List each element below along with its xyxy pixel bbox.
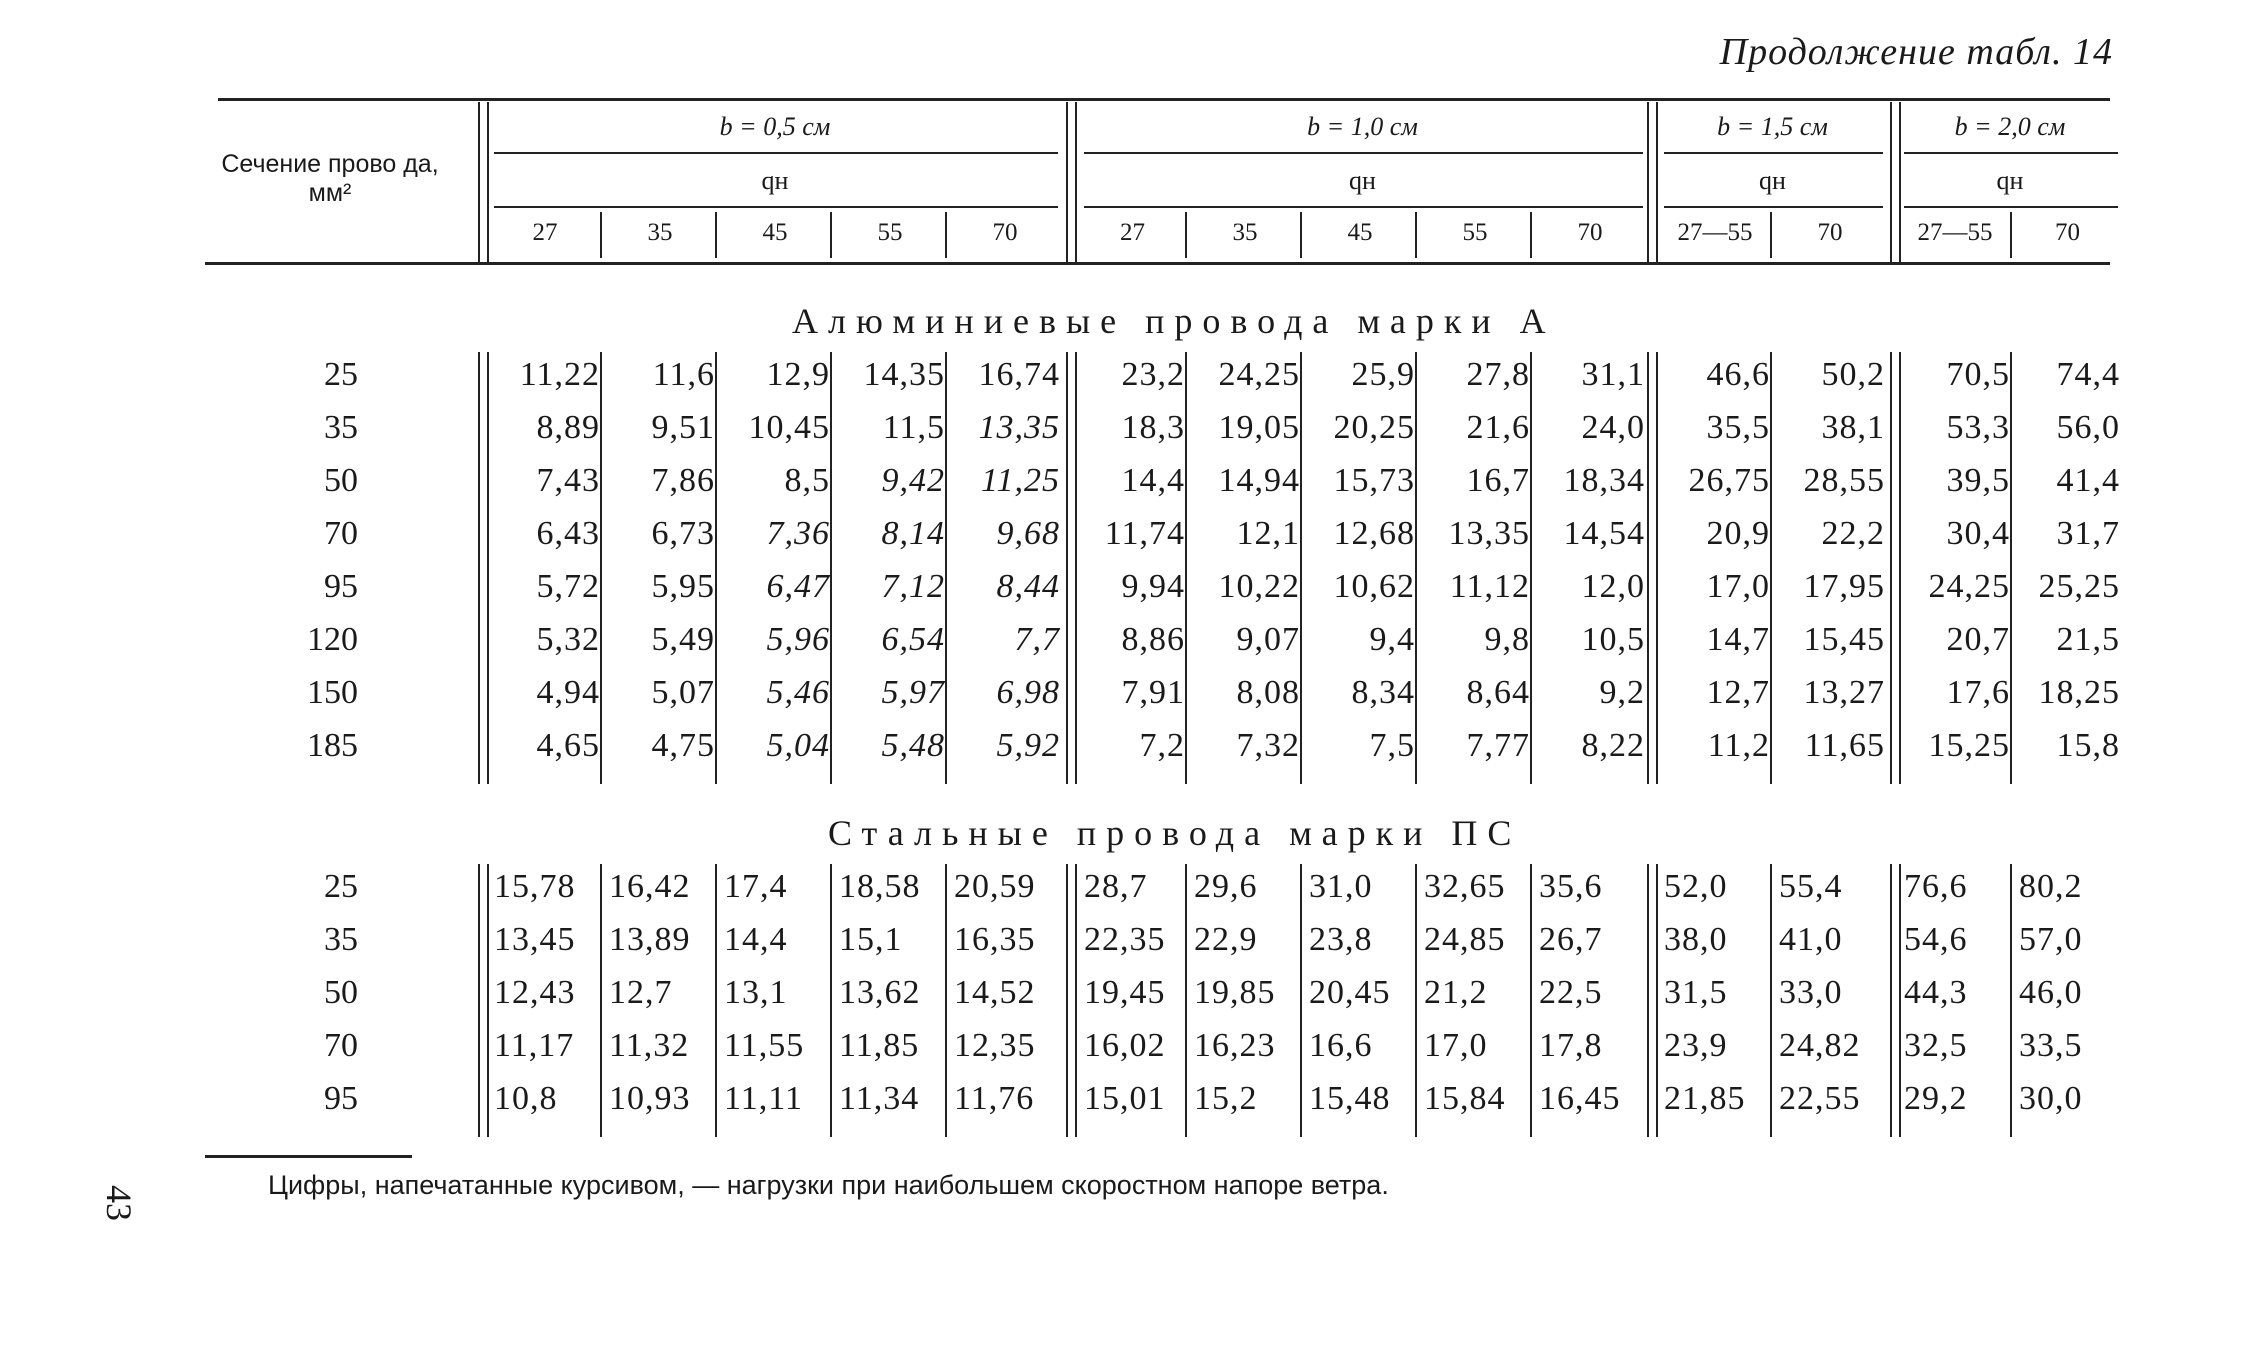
table-cell: 28,7: [1084, 868, 1148, 905]
col-divider: [1415, 212, 1417, 258]
table-cell: 12,7: [1706, 674, 1770, 711]
table-cell: 80,2: [2019, 868, 2083, 905]
q-subheader: qн: [1996, 166, 2024, 195]
table-cell: 14,94: [1218, 462, 1300, 499]
column-header: 70: [1817, 219, 1843, 246]
table-cell: 12,7: [609, 974, 673, 1011]
table-cell: 20,7: [1946, 621, 2010, 658]
col-divider: [1530, 212, 1532, 258]
row-section-label: 70: [324, 515, 358, 552]
table-cell: 35,5: [1706, 409, 1770, 446]
table-cell: 7,12: [881, 568, 945, 605]
table-cell: 8,34: [1351, 674, 1415, 711]
table-cell: 20,9: [1706, 515, 1770, 552]
table-cell: 8,22: [1581, 727, 1645, 764]
table-cell: 24,85: [1424, 921, 1506, 958]
table-cell: 9,51: [651, 409, 715, 446]
col-divider: [715, 352, 717, 784]
table-cell: 15,48: [1309, 1080, 1391, 1117]
table-cell: 24,0: [1581, 409, 1645, 446]
table-cell: 28,55: [1803, 462, 1885, 499]
row-section-label: 35: [324, 409, 358, 446]
col-divider: [2010, 352, 2012, 784]
col-divider: [600, 864, 602, 1137]
col-divider: [945, 864, 947, 1137]
section-title: Стальные провода марки ПС: [828, 813, 1522, 853]
table-cell: 29,6: [1194, 868, 1258, 905]
table-cell: 20,25: [1333, 409, 1415, 446]
col-divider: [715, 212, 717, 258]
table-cell: 30,0: [2019, 1080, 2083, 1117]
qn-rule: [494, 206, 1058, 208]
table-cell: 50,2: [1821, 356, 1885, 393]
table-cell: 19,85: [1194, 974, 1276, 1011]
table-cell: 7,43: [536, 462, 600, 499]
table-cell: 16,7: [1466, 462, 1530, 499]
qn-rule: [1084, 206, 1643, 208]
double-rule: [487, 102, 489, 262]
double-rule: [1075, 864, 1077, 1137]
double-rule: [1656, 864, 1658, 1137]
table-cell: 31,0: [1309, 868, 1373, 905]
table-cell: 14,35: [863, 356, 945, 393]
column-header: 27—55: [1677, 219, 1753, 246]
table-cell: 33,0: [1779, 974, 1843, 1011]
table-cell: 10,8: [494, 1080, 558, 1117]
col-divider: [1185, 352, 1187, 784]
group-label: b = 1,5 см: [1717, 112, 1828, 141]
group-label: b = 1,0 см: [1307, 112, 1418, 141]
table-cell: 21,6: [1466, 409, 1530, 446]
table-cell: 11,34: [839, 1080, 920, 1117]
table-cell: 11,5: [882, 409, 945, 446]
table-cell: 38,1: [1821, 409, 1885, 446]
table-cell: 9,07: [1236, 621, 1300, 658]
col-divider: [1530, 864, 1532, 1137]
column-header: 45: [1347, 219, 1373, 246]
table-cell: 70,5: [1946, 356, 2010, 393]
table-cell: 55,4: [1779, 868, 1843, 905]
row-section-label: 50: [324, 462, 358, 499]
table-cell: 17,4: [724, 868, 788, 905]
table-cell: 9,4: [1369, 621, 1415, 658]
col-divider: [1300, 864, 1302, 1137]
header-bottom-rule: [205, 262, 2110, 265]
table-cell: 12,43: [494, 974, 576, 1011]
table-cell: 33,5: [2019, 1027, 2083, 1064]
table-cell: 56,0: [2056, 409, 2120, 446]
table-cell: 14,4: [1121, 462, 1185, 499]
double-rule: [478, 352, 480, 784]
table-cell: 13,62: [839, 974, 921, 1011]
table-cell: 15,8: [2056, 727, 2120, 764]
table-cell: 23,9: [1664, 1027, 1728, 1064]
col-divider: [1770, 864, 1772, 1137]
table-cell: 21,5: [2056, 621, 2120, 658]
group-rule: [494, 152, 1058, 154]
table-cell: 20,59: [954, 868, 1036, 905]
table-cell: 6,54: [881, 621, 945, 658]
table-cell: 4,94: [536, 674, 600, 711]
table-cell: 7,86: [651, 462, 715, 499]
table-cell: 16,6: [1309, 1027, 1373, 1064]
table-cell: 11,65: [1804, 727, 1885, 764]
table-cell: 22,55: [1779, 1080, 1861, 1117]
column-header: 70: [992, 219, 1018, 246]
col-divider: [600, 212, 602, 258]
table-cell: 24,82: [1779, 1027, 1861, 1064]
column-header: 27: [532, 219, 558, 246]
column-header: 70: [2055, 219, 2080, 246]
double-rule: [1647, 102, 1649, 262]
row-section-label: 185: [307, 727, 358, 764]
table-cell: 24,25: [1928, 568, 2010, 605]
table-cell: 26,7: [1539, 921, 1603, 958]
table-cell: 6,98: [996, 674, 1060, 711]
col-divider: [830, 352, 832, 784]
double-rule: [1066, 864, 1068, 1137]
table-cell: 5,46: [766, 674, 830, 711]
table-cell: 21,2: [1424, 974, 1488, 1011]
col-divider: [1530, 352, 1532, 784]
table-cell: 32,5: [1904, 1027, 1968, 1064]
col-divider: [1185, 864, 1187, 1137]
col-divider: [1415, 864, 1417, 1137]
table-cell: 8,08: [1236, 674, 1300, 711]
table-cell: 8,64: [1466, 674, 1530, 711]
table-cell: 29,2: [1904, 1080, 1968, 1117]
table-cell: 11,32: [609, 1027, 690, 1064]
table-cell: 7,2: [1139, 727, 1185, 764]
table-cell: 7,5: [1369, 727, 1415, 764]
double-rule: [1899, 864, 1901, 1137]
col-divider: [1300, 212, 1302, 258]
double-rule: [1075, 102, 1077, 262]
table-cell: 53,3: [1946, 409, 2010, 446]
table-cell: 15,01: [1084, 1080, 1166, 1117]
table-cell: 4,65: [536, 727, 600, 764]
double-rule: [1066, 102, 1068, 262]
table-cell: 12,35: [954, 1027, 1036, 1064]
table-cell: 11,55: [724, 1027, 805, 1064]
column-header: 35: [1232, 219, 1258, 246]
table-cell: 13,35: [1448, 515, 1530, 552]
table-cell: 16,45: [1539, 1080, 1621, 1117]
table-cell: 13,35: [978, 409, 1060, 446]
table-cell: 6,73: [651, 515, 715, 552]
table-cell: 41,0: [1779, 921, 1843, 958]
table-cell: 5,97: [881, 674, 945, 711]
table-cell: 25,9: [1351, 356, 1415, 393]
table-cell: 7,7: [1014, 621, 1060, 658]
table-cell: 12,9: [766, 356, 830, 393]
table-cell: 19,05: [1218, 409, 1300, 446]
double-rule: [1890, 102, 1892, 262]
q-subheader: qн: [761, 166, 789, 195]
group-rule: [1664, 152, 1883, 154]
table-cell: 6,47: [766, 568, 830, 605]
row-section-label: 120: [307, 621, 358, 658]
table-cell: 76,6: [1904, 868, 1968, 905]
table-cell: 30,4: [1946, 515, 2010, 552]
table-cell: 9,68: [996, 515, 1060, 552]
table-cell: 5,04: [766, 727, 830, 764]
table-cell: 74,4: [2056, 356, 2120, 393]
table-cell: 8,14: [881, 515, 945, 552]
top-rule: [218, 98, 2110, 101]
table-cell: 9,2: [1599, 674, 1645, 711]
table-cell: 38,0: [1664, 921, 1728, 958]
table-cell: 39,5: [1946, 462, 2010, 499]
table-cell: 54,6: [1904, 921, 1968, 958]
table-cell: 20,45: [1309, 974, 1391, 1011]
table-cell: 14,52: [954, 974, 1036, 1011]
table-cell: 10,93: [609, 1080, 691, 1117]
footnote: Цифры, напечатанные курсивом, — нагрузки при наибольшем скоростном напоре ветра.: [268, 1170, 1389, 1200]
col-divider: [1770, 352, 1772, 784]
double-rule: [1066, 352, 1068, 784]
table-cell: 31,7: [2056, 515, 2120, 552]
table-cell: 11,85: [839, 1027, 920, 1064]
table-cell: 22,9: [1194, 921, 1258, 958]
table-cell: 41,4: [2056, 462, 2120, 499]
double-rule: [1890, 864, 1892, 1137]
table-cell: 6,43: [536, 515, 600, 552]
group-rule: [1084, 152, 1643, 154]
table-cell: 11,76: [954, 1080, 1035, 1117]
table-cell: 15,25: [1928, 727, 2010, 764]
table-cell: 8,44: [996, 568, 1060, 605]
table-cell: 22,2: [1821, 515, 1885, 552]
table-cell: 17,0: [1424, 1027, 1488, 1064]
table-cell: 16,23: [1194, 1027, 1276, 1064]
table-cell: 7,77: [1466, 727, 1530, 764]
table-cell: 27,8: [1466, 356, 1530, 393]
table-cell: 31,5: [1664, 974, 1728, 1011]
table-cell: 16,02: [1084, 1027, 1166, 1064]
column-header: 35: [647, 219, 673, 246]
table-cell: 10,22: [1218, 568, 1300, 605]
table-cell: 11,22: [519, 356, 600, 393]
table-cell: 18,25: [2038, 674, 2120, 711]
table-cell: 23,8: [1309, 921, 1373, 958]
col-divider: [600, 352, 602, 784]
table-cell: 18,58: [839, 868, 921, 905]
table-cell: 14,7: [1706, 621, 1770, 658]
double-rule: [487, 352, 489, 784]
table-cell: 46,0: [2019, 974, 2083, 1011]
table-cell: 18,34: [1563, 462, 1645, 499]
table-cell: 15,73: [1333, 462, 1415, 499]
table-cell: 15,45: [1803, 621, 1885, 658]
table-cell: 5,95: [651, 568, 715, 605]
column-header: 27: [1120, 219, 1145, 246]
table-cell: 15,84: [1424, 1080, 1506, 1117]
table-cell: 11,17: [494, 1027, 575, 1064]
table-cell: 15,2: [1194, 1080, 1258, 1117]
table-cell: 25,25: [2038, 568, 2120, 605]
table-cell: 14,4: [724, 921, 788, 958]
table-cell: 8,89: [536, 409, 600, 446]
row-section-label: 25: [324, 868, 358, 905]
table-cell: 10,45: [748, 409, 830, 446]
table-cell: 26,75: [1688, 462, 1770, 499]
table-cell: 5,92: [996, 727, 1060, 764]
table-cell: 24,25: [1218, 356, 1300, 393]
table-cell: 14,54: [1563, 515, 1645, 552]
table-cell: 10,5: [1581, 621, 1645, 658]
table-cell: 22,5: [1539, 974, 1603, 1011]
double-rule: [1899, 102, 1901, 262]
double-rule: [478, 864, 480, 1137]
column-header: 45: [762, 219, 788, 246]
double-rule: [1075, 352, 1077, 784]
table-cell: 9,42: [881, 462, 945, 499]
row-section-label: 35: [324, 921, 358, 958]
row-section-label: 150: [307, 674, 358, 711]
continuation-title: Продолжение табл. 14: [1719, 31, 2113, 73]
table-cell: 12,68: [1333, 515, 1415, 552]
qn-rule: [1664, 206, 1883, 208]
table-cell: 17,6: [1946, 674, 2010, 711]
col-divider: [715, 864, 717, 1137]
group-label: b = 2,0 см: [1954, 112, 2066, 141]
table-cell: 4,75: [651, 727, 715, 764]
table-cell: 8,5: [784, 462, 830, 499]
table-cell: 8,86: [1121, 621, 1185, 658]
table-cell: 15,78: [494, 868, 576, 905]
double-rule: [1899, 352, 1901, 784]
double-rule: [1656, 352, 1658, 784]
table-cell: 10,62: [1333, 568, 1415, 605]
group-label: b = 0,5 см: [719, 112, 831, 141]
table-cell: 23,2: [1121, 356, 1185, 393]
col-divider: [1770, 212, 1772, 258]
row-section-label: 50: [324, 974, 358, 1011]
col-divider: [830, 212, 832, 258]
table-cell: 13,45: [494, 921, 576, 958]
table-cell: 57,0: [2019, 921, 2083, 958]
col-divider: [2010, 864, 2012, 1137]
qn-rule: [1904, 206, 2118, 208]
table-cell: 11,2: [1707, 727, 1770, 764]
col-divider: [2010, 212, 2012, 258]
table-cell: 5,49: [651, 621, 715, 658]
table-cell: 15,1: [839, 921, 903, 958]
table-cell: 16,35: [954, 921, 1036, 958]
table-cell: 12,0: [1581, 568, 1645, 605]
row-label-header: Сечение прово да, мм²: [221, 150, 439, 207]
table-cell: 5,96: [766, 621, 830, 658]
table-cell: 11,6: [652, 356, 715, 393]
table-cell: 52,0: [1664, 868, 1728, 905]
column-header: 55: [1462, 219, 1488, 246]
table-cell: 44,3: [1904, 974, 1968, 1011]
table-cell: 22,35: [1084, 921, 1166, 958]
row-section-label: 70: [324, 1027, 358, 1064]
table-cell: 16,42: [609, 868, 691, 905]
col-divider: [1415, 352, 1417, 784]
q-subheader: qн: [1759, 166, 1786, 195]
group-rule: [1904, 152, 2118, 154]
footnote-rule: [205, 1155, 412, 1158]
table-cell: 11,11: [724, 1080, 803, 1117]
double-rule: [1890, 352, 1892, 784]
row-section-label: 95: [324, 1080, 358, 1117]
table-cell: 31,1: [1581, 356, 1645, 393]
double-rule: [478, 102, 480, 262]
table-cell: 13,1: [724, 974, 788, 1011]
table-cell: 17,0: [1706, 568, 1770, 605]
double-rule: [487, 864, 489, 1137]
table-cell: 11,25: [981, 462, 1060, 499]
table-cell: 46,6: [1706, 356, 1770, 393]
table-cell: 5,48: [881, 727, 945, 764]
column-header: 27—55: [1917, 219, 1993, 246]
row-section-label: 95: [324, 568, 358, 605]
table-cell: 21,85: [1664, 1080, 1746, 1117]
double-rule: [1656, 102, 1658, 262]
table-cell: 19,45: [1084, 974, 1166, 1011]
column-header: 70: [1577, 219, 1603, 246]
col-divider: [1300, 352, 1302, 784]
table-cell: 35,6: [1539, 868, 1603, 905]
col-divider: [1185, 212, 1187, 258]
table-cell: 5,07: [651, 674, 715, 711]
table-cell: 32,65: [1424, 868, 1506, 905]
table-cell: 9,8: [1484, 621, 1530, 658]
table-cell: 5,72: [536, 568, 600, 605]
table-cell: 16,74: [978, 356, 1060, 393]
table-cell: 13,27: [1803, 674, 1885, 711]
table-cell: 7,36: [766, 515, 830, 552]
row-section-label: 25: [324, 356, 358, 393]
col-divider: [945, 352, 947, 784]
page-number: 43: [99, 1185, 139, 1221]
table-cell: 13,89: [609, 921, 691, 958]
table-cell: 11,74: [1104, 515, 1185, 552]
column-header: 55: [877, 219, 903, 246]
col-divider: [945, 212, 947, 258]
table-cell: 7,32: [1236, 727, 1300, 764]
section-title: Алюминиевые провода марки А: [792, 301, 1556, 341]
table-cell: 17,8: [1539, 1027, 1603, 1064]
table-cell: 12,1: [1236, 515, 1300, 552]
double-rule: [1647, 864, 1649, 1137]
table-cell: 7,91: [1121, 674, 1185, 711]
q-subheader: qн: [1349, 166, 1376, 195]
table-cell: 11,12: [1449, 568, 1530, 605]
table-cell: 17,95: [1803, 568, 1885, 605]
table-cell: 18,3: [1121, 409, 1185, 446]
col-divider: [830, 864, 832, 1137]
table-cell: 9,94: [1121, 568, 1185, 605]
double-rule: [1647, 352, 1649, 784]
table-cell: 5,32: [536, 621, 600, 658]
